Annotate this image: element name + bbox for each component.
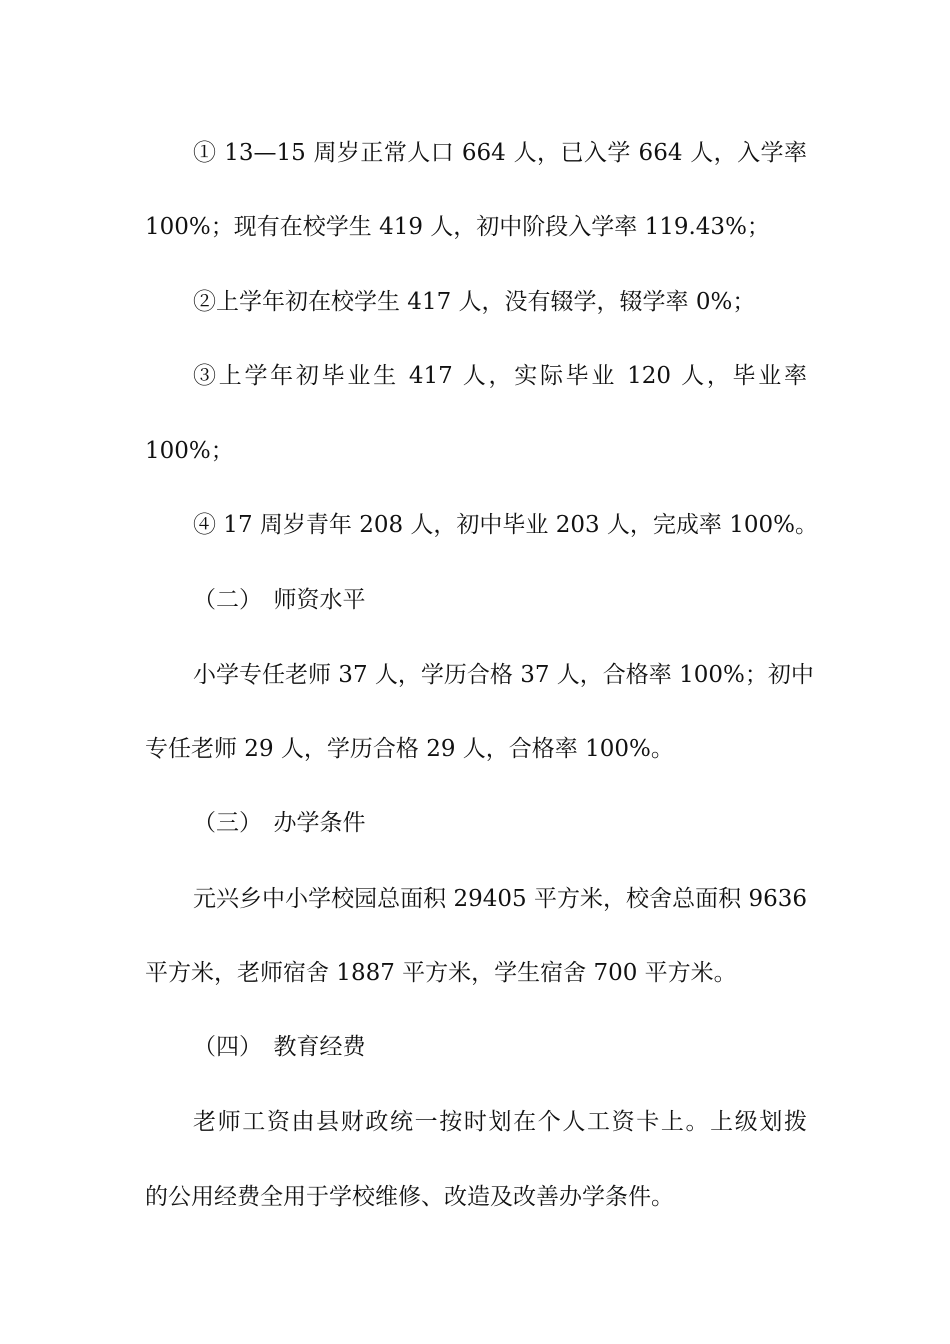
funding-paragraph-line-1: 老师工资由县财政统一按时划在个人工资卡上。上级划拨: [193, 1109, 807, 1135]
funding-paragraph-line-2: 的公用经费全用于学校维修、改造及改善办学条件。: [145, 1184, 674, 1210]
enrollment-item-3-line-1: ③上学年初毕业生 417 人，实际毕业 120 人，毕业率: [193, 363, 807, 389]
enrollment-item-2: ②上学年初在校学生 417 人，没有辍学，辍学率 0%；: [193, 289, 756, 315]
teachers-paragraph-line-2: 专任老师 29 人，学历合格 29 人，合格率 100%。: [145, 736, 674, 762]
teachers-paragraph-line-1: 小学专任老师 37 人，学历合格 37 人，合格率 100%；初中: [193, 662, 814, 688]
enrollment-item-1-line-2: 100%；现有在校学生 419 人，初中阶段入学率 119.43%；: [145, 214, 770, 240]
conditions-paragraph-line-2: 平方米，老师宿舍 1887 平方米，学生宿舍 700 平方米。: [145, 960, 737, 986]
enrollment-item-1-line-1: ① 13—15 周岁正常人口 664 人，已入学 664 人，入学率: [193, 140, 807, 166]
section-heading-conditions: （三） 办学条件: [193, 810, 366, 836]
section-heading-teachers: （二） 师资水平: [193, 587, 366, 613]
enrollment-item-3-line-2: 100%；: [145, 438, 234, 464]
section-heading-funding: （四） 教育经费: [193, 1034, 366, 1060]
conditions-paragraph-line-1: 元兴乡中小学校园总面积 29405 平方米，校舍总面积 9636: [193, 886, 807, 912]
enrollment-item-4: ④ 17 周岁青年 208 人，初中毕业 203 人，完成率 100%。: [193, 512, 818, 538]
